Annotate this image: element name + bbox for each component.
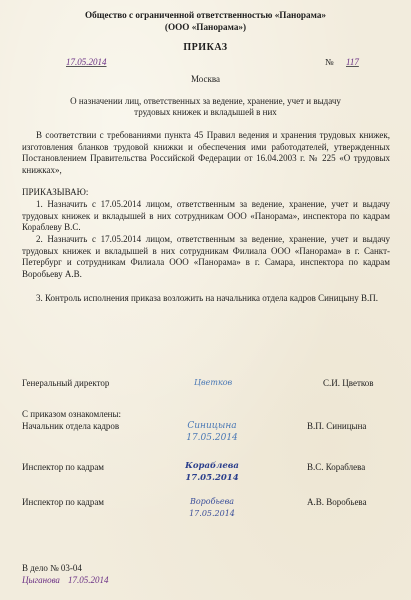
acquainted-date-3: 17.05.2014 [189, 509, 235, 518]
acquainted-signature-3: Воробьева [189, 497, 235, 506]
doc-subject-line1: О назначении лиц, ответственных за ведение, хранение, учет и выдачу [70, 96, 341, 106]
org-short-name: (ООО «Панорама») [164, 22, 247, 32]
filing-date: 17.05.2014 [68, 575, 109, 585]
doc-type: ПРИКАЗ [183, 42, 228, 53]
preamble: В соответствии с требованиями пункта 45 Правил ведения и хранения трудовых книжек, изготовления бланков трудовой книжки и обеспечения ими работодателей, утвержденных Постановлением Правительства Российской Федерации от 16.04.2003 г. № 225 «О трудовых книжках», [22, 130, 390, 175]
acquainted-name-3: А.В. Воробьева [307, 497, 367, 507]
acquainted-name-2: В.С. Кораблева [307, 462, 366, 472]
order-word: ПРИКАЗЫВАЮ: [22, 187, 89, 197]
acquainted-position-1: Начальник отдела кадров [22, 421, 120, 431]
filing-signature: Цыганова [22, 575, 60, 585]
director-name: С.И. Цветков [323, 378, 374, 388]
director-signature: Цветков [194, 378, 233, 387]
org-name: Общество с ограниченной ответственностью «Панорама» [84, 10, 327, 20]
acquainted-position-3: Инспектор по кадрам [22, 497, 105, 507]
acquainted-signature-2: Кораблева [185, 461, 239, 471]
doc-date: 17.05.2014 [66, 57, 107, 67]
doc-number-sign: № [325, 57, 334, 67]
acquainted-position-2: Инспектор по кадрам [22, 462, 105, 472]
acquainted-header: С приказом ознакомлены: [22, 409, 122, 419]
doc-city: Москва [191, 74, 220, 84]
acquainted-date-2: 17.05.2014 [185, 473, 239, 483]
order-item-3: 3. Контроль исполнения приказа возложить на начальника отдела кадров Синицыну В.П. [36, 293, 378, 303]
director-title: Генеральный директор [22, 378, 110, 388]
acquainted-name-1: В.П. Синицына [307, 421, 367, 431]
acquainted-signature-1: Синицына [187, 421, 237, 431]
order-item-1: 1. Назначить с 17.05.2014 лицом, ответственным за ведение, хранение, учет и выдачу трудовых книжек и вкладышей в них сотрудникам ООО «Панорама», инспектора по кадрам Кораблеву В.С. [22, 199, 390, 232]
doc-number: 117 [346, 57, 359, 67]
filing-label: В дело № 03-04 [22, 563, 82, 573]
order-item-2: 2. Назначить с 17.05.2014 лицом, ответственным за ведение, хранение, учет и выдачу трудовых книжек и вкладышей в них сотрудникам Филиала ООО «Панорама» в г. Санкт-Петербург и сотрудникам Филиала ООО «Панорама» в г. Самара, инспектора по кадрам Воробьеву А.В. [22, 234, 390, 279]
acquainted-date-1: 17.05.2014 [186, 433, 238, 443]
doc-subject-line2: трудовых книжек и вкладышей в них [134, 107, 277, 117]
